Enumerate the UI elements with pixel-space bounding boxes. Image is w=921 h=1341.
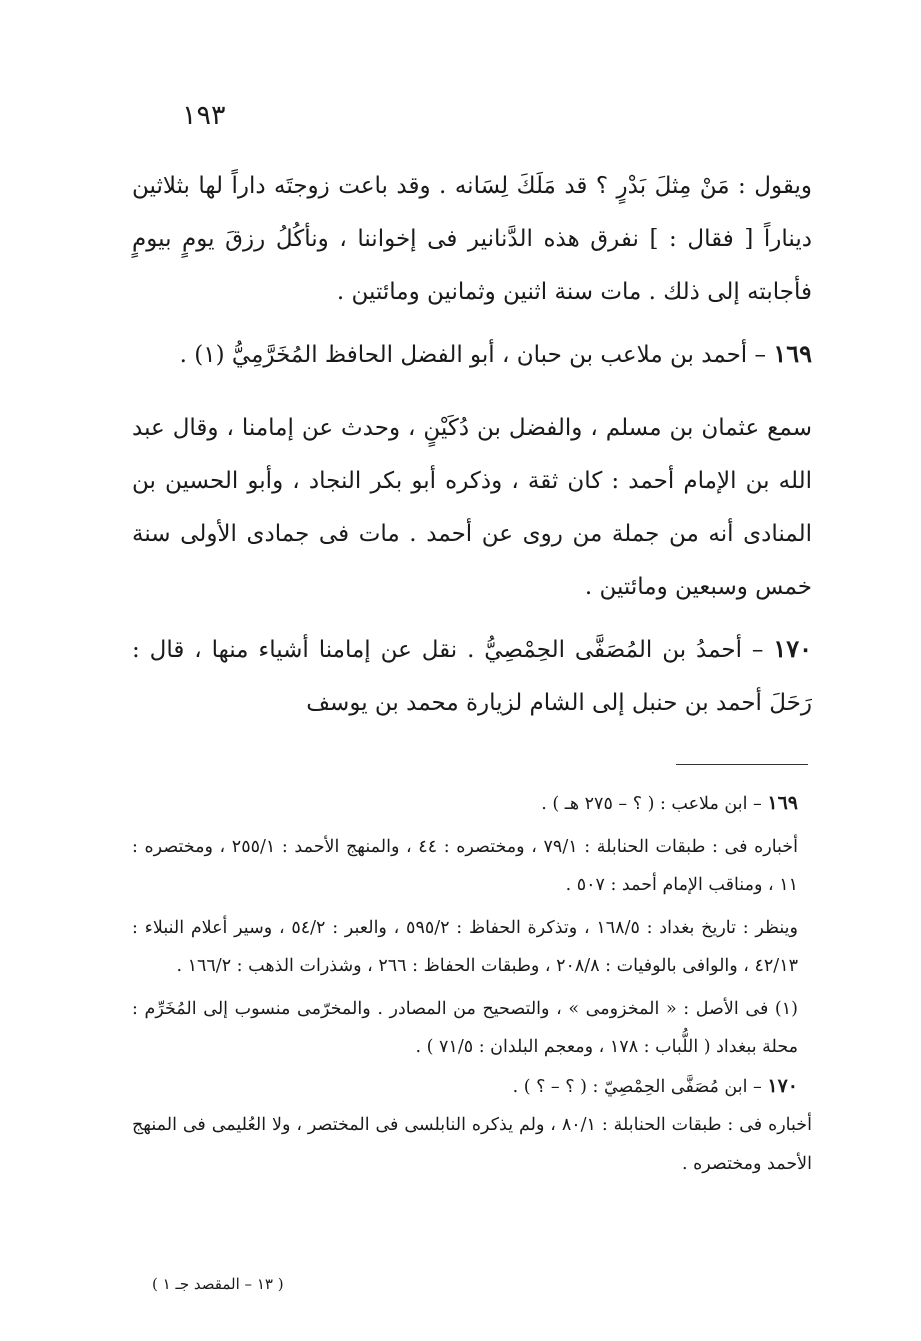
- entry-169-heading: [132, 327, 812, 382]
- footnotes: [132, 784, 812, 1183]
- footnote-169-number: ١٦٩: [767, 792, 798, 814]
- footnote-170-title-text: – ابن مُصَفَّى الحِمْصِيّ : ( ؟ – ؟ ) .: [512, 1076, 762, 1097]
- footnote-169-title-text: – ابن ملاعب : ( ؟ – ٢٧٥ هـ ) .: [541, 794, 762, 814]
- main-text: [132, 160, 812, 730]
- entry-169-body: سمع عثمان بن مسلم ، والفضل بن دُكَيْنٍ ، وحدث عن إمامنا ، وقال عبد الله بن الإمام أحمد : كان ثقة ، وذكره أبو بكر النجاد ، وأبو الحسين بن المنادى أنه من جملة من روى عن أحمد . مات فى جمادى الأولى سنة خمس وسبعين ومائتين .: [132, 415, 813, 600]
- footnote-170-number: ١٧٠: [767, 1074, 798, 1097]
- entry-169-number: ١٦٩: [773, 339, 812, 368]
- intro-paragraph: ويقول : مَنْ مِثلَ بَدْرٍ ؟ قد مَلَكَ لِسَانه . وقد باعت زوجتَه داراً لها بثلاثين ديناراً [ فقال : ] نفرق هذه الدَّنانير فى إخواننا ، ونأكُلُ رزقَ يومٍ بيومٍ فأجابته إلى ذلك . مات سنة اثنين وثمانين ومائتين .: [132, 173, 812, 305]
- entry-170-number: ١٧٠: [773, 634, 812, 663]
- footnote-169-akhbar: أخباره فى : طبقات الحنابلة : ٧٩/١ ، ومختصره : ٤٤ ، والمنهج الأحمد : ٢٥٥/١ ، ومختصره : ١١ ، ومناقب الإمام أحمد : ٥٠٧ .: [132, 836, 798, 895]
- footnote-divider: [676, 764, 808, 765]
- footnote-169-title: [132, 784, 812, 824]
- spacer: [132, 614, 812, 622]
- spacer: [132, 319, 812, 327]
- page-signature: ( ١٣ – المقصد جـ ١ ): [152, 1275, 284, 1293]
- spacer: [132, 382, 812, 402]
- footnote-170-title: [132, 1067, 812, 1107]
- footnote-170-akhbar: أخباره فى : طبقات الحنابلة : ٨٠/١ ، ولم يذكره النابلسى فى المختصر ، ولا العُليمى فى المنهج الأحمد ومختصره .: [132, 1115, 812, 1174]
- entry-170-text: – أحمدُ بن المُصَفَّى الحِمْصِيُّ . نقل عن إمامنا أشياء منها ، قال : رَحَلَ أحمد بن حنبل إلى الشام لزيارة محمد بن يوسف: [132, 637, 812, 716]
- footnote-169-yunzar: وينظر : تاريخ بغداد : ١٦٨/٥ ، وتذكرة الحفاظ : ٥٩٥/٢ ، والعبر : ٥٤/٢ ، وسير أعلام النبلاء : ٤٢/١٣ ، والوافى بالوفيات : ٢٠٨/٨ ، وطبقات الحفاظ : ٢٦٦ ، وشذرات الذهب : ١٦٦/٢ .: [132, 917, 799, 976]
- entry-169-title: – أحمد بن ملاعب بن حبان ، أبو الفضل الحافظ المُخَرَّمِيُّ (١) .: [179, 342, 767, 368]
- entry-170-paragraph: [132, 622, 812, 730]
- footnote-1: (١) فى الأصل : « المخزومى » ، والتصحيح من المصادر . والمخرّمى منسوب إلى المُخَرِّم : محلة ببغداد ( اللُّباب : ١٧٨ ، ومعجم البلدان : ٧١/٥ ) .: [132, 998, 798, 1057]
- page-number: ١٩٣: [182, 100, 226, 131]
